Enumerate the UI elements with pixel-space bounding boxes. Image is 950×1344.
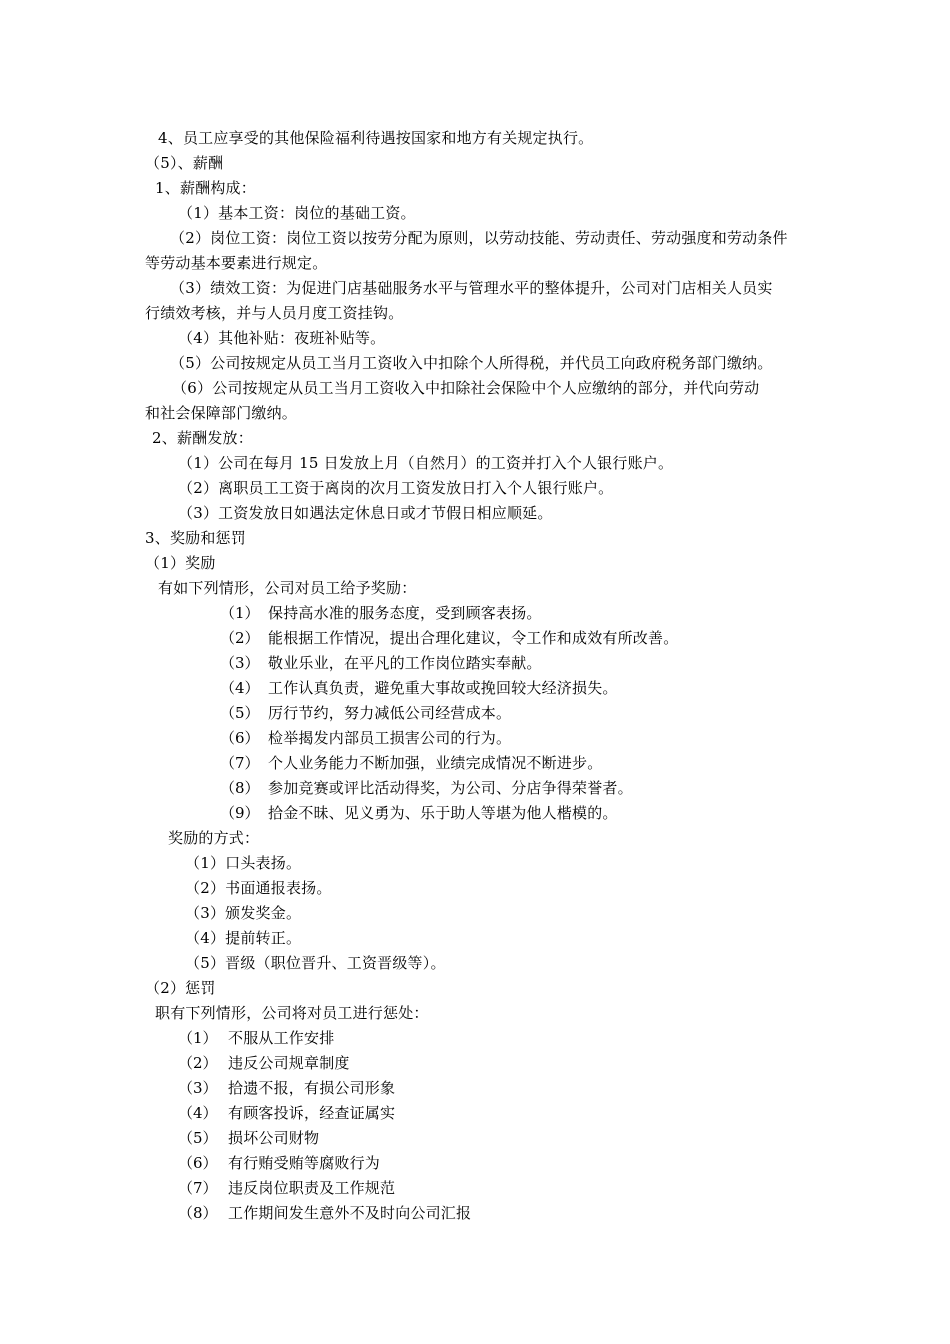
- salary-payment-2: （2）离职员工工资于离岗的次月工资发放日打入个人银行账户。: [178, 479, 614, 497]
- penalty-intro: 职有下列情形，公司将对员工进行惩处：: [155, 1004, 429, 1022]
- reward-item-text: 工作认真负责，避免重大事故或挽回较大经济损失。: [268, 679, 618, 697]
- penalty-item-text: 拾遗不报，有损公司形象: [228, 1079, 396, 1097]
- salary-item-3-line-1: （3）绩效工资：为促进门店基础服务水平与管理水平的整体提升，公司对门店相关人员实: [170, 279, 773, 297]
- reward-item-number: （6）: [220, 729, 260, 747]
- list-item: （2）书面通报表扬。: [185, 879, 332, 897]
- list-item: （5）晋级（职位晋升、工资晋级等）。: [185, 954, 446, 972]
- penalty-heading: （2）惩罚: [145, 979, 216, 997]
- penalty-item-number: （3）: [178, 1079, 218, 1097]
- salary-item-5: （5）公司按规定从员工当月工资收入中扣除个人所得税，并代员工向政府税务部门缴纳。: [170, 354, 773, 372]
- reward-item-number: （7）: [220, 754, 260, 772]
- penalty-item-number: （5）: [178, 1129, 218, 1147]
- reward-methods-heading: 奖励的方式：: [168, 829, 260, 847]
- reward-item-text: 检举揭发内部员工损害公司的行为。: [268, 729, 512, 747]
- penalty-item-text: 工作期间发生意外不及时向公司汇报: [228, 1204, 472, 1222]
- penalty-item-text: 有顾客投诉，经查证属实: [228, 1104, 396, 1122]
- reward-item-text: 个人业务能力不断加强，业绩完成情况不断进步。: [268, 754, 603, 772]
- reward-item-number: （8）: [220, 779, 260, 797]
- salary-item-2-line-1: （2）岗位工资：岗位工资以按劳分配为原则，以劳动技能、劳动责任、劳动强度和劳动条件: [170, 229, 788, 247]
- penalty-item-number: （4）: [178, 1104, 218, 1122]
- salary-composition-heading: 1、薪酬构成：: [155, 179, 256, 197]
- salary-item-6-line-1: （6）公司按规定从员工当月工资收入中扣除社会保险中个人应缴纳的部分，并代向劳动: [172, 379, 760, 397]
- list-item: （4）提前转正。: [185, 929, 302, 947]
- penalty-item-number: （6）: [178, 1154, 218, 1172]
- salary-item-6-line-2: 和社会保障部门缴纳。: [145, 404, 298, 422]
- penalty-item-number: （1）: [178, 1029, 218, 1047]
- penalty-item-text: 不服从工作安排: [228, 1029, 335, 1047]
- salary-payment-3: （3）工资发放日如遇法定休息日或才节假日相应顺延。: [178, 504, 553, 522]
- salary-payment-1: （1）公司在每月 15 日发放上月（自然月）的工资并打入个人银行账户。: [178, 454, 674, 472]
- reward-item-text: 参加竞赛或评比活动得奖，为公司、分店争得荣誉者。: [268, 779, 633, 797]
- penalty-item-text: 违反公司规章制度: [228, 1054, 350, 1072]
- reward-item-text: 能根据工作情况，提出合理化建议，令工作和成效有所改善。: [268, 629, 679, 647]
- penalty-item-text: 有行贿受贿等腐败行为: [228, 1154, 381, 1172]
- reward-item-text: 保持高水准的服务态度，受到顾客表扬。: [268, 604, 542, 622]
- reward-item-number: （4）: [220, 679, 260, 697]
- penalty-item-number: （8）: [178, 1204, 218, 1222]
- reward-item-number: （1）: [220, 604, 260, 622]
- reward-heading: （1）奖励: [145, 554, 216, 572]
- salary-item-2-line-2: 等劳动基本要素进行规定。: [145, 254, 328, 272]
- penalty-item-number: （7）: [178, 1179, 218, 1197]
- reward-item-text: 厉行节约，努力减低公司经营成本。: [268, 704, 512, 722]
- list-item: （3）颁发奖金。: [185, 904, 302, 922]
- salary-item-1: （1）基本工资：岗位的基础工资。: [178, 204, 416, 222]
- penalty-item-text: 违反岗位职责及工作规范: [228, 1179, 396, 1197]
- reward-item-number: （5）: [220, 704, 260, 722]
- reward-item-text: 拾金不昧、见义勇为、乐于助人等堪为他人楷模的。: [268, 804, 618, 822]
- penalty-item-number: （2）: [178, 1054, 218, 1072]
- rewards-heading: 3、奖励和惩罚: [145, 529, 246, 547]
- reward-item-number: （2）: [220, 629, 260, 647]
- insurance-note: 4、员工应享受的其他保险福利待遇按国家和地方有关规定执行。: [158, 129, 594, 147]
- reward-item-number: （3）: [220, 654, 260, 672]
- salary-item-3-line-2: 行绩效考核，并与人员月度工资挂钩。: [145, 304, 404, 322]
- reward-item-number: （9）: [220, 804, 260, 822]
- list-item: （1）口头表扬。: [185, 854, 302, 872]
- reward-intro: 有如下列情形，公司对员工给予奖励：: [158, 579, 417, 597]
- reward-item-text: 敬业乐业，在平凡的工作岗位踏实奉献。: [268, 654, 542, 672]
- salary-heading: （5）、薪酬: [145, 154, 224, 172]
- penalty-item-text: 损坏公司财物: [228, 1129, 320, 1147]
- salary-payment-heading: 2、薪酬发放：: [152, 429, 253, 447]
- salary-item-4: （4）其他补贴：夜班补贴等。: [178, 329, 386, 347]
